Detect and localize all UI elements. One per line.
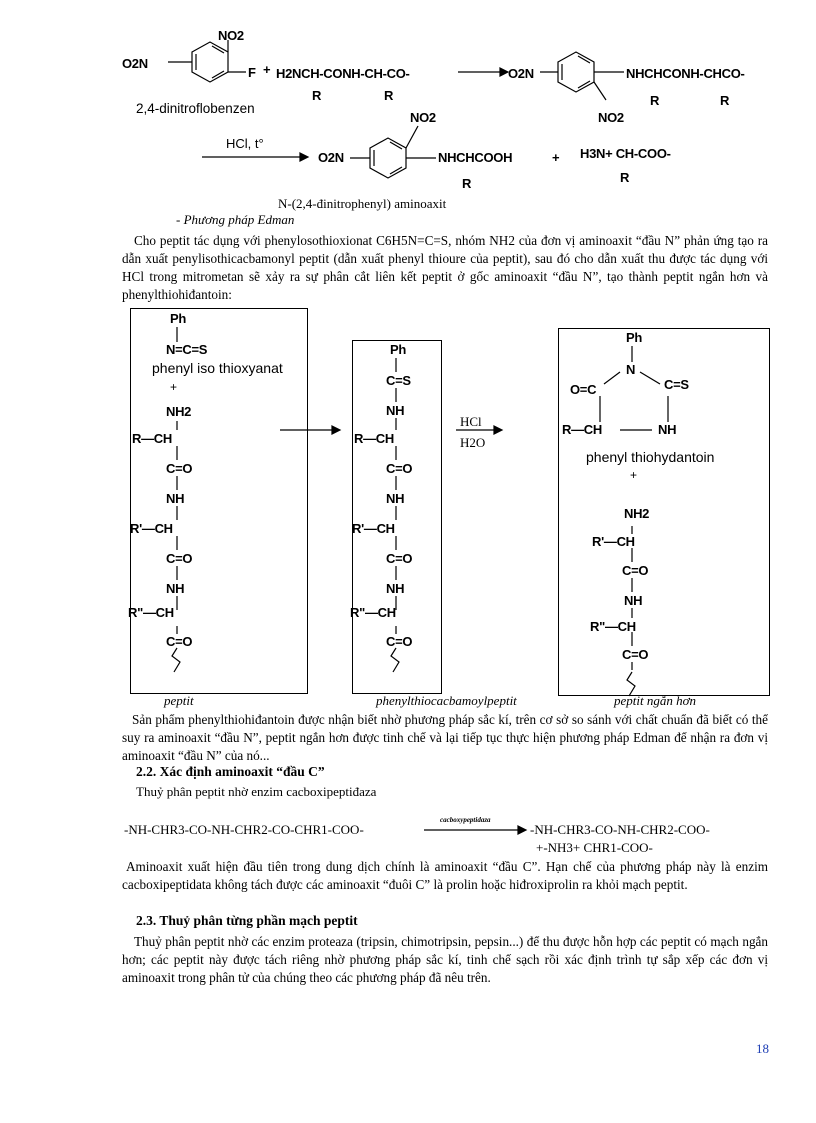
edman-result-paragraph: Sản phẩm phenylthiohiđantoin được nhận biết nhờ phương pháp sắc kí, trên cơ sở so sánh với chất chuẩn đã biết có thể suy ra aminoaxit “đầu N”, peptit ngắn hơn được tinh chế và lại tiếp tục thực hiện phương pháp Edman để nhận ra đơn vị aminoaxit “đầu N” của nó... [122,712,768,763]
box1-rch-3: R"—CH [128,605,174,620]
edman-heading: - Phương pháp Edman [176,212,295,227]
o2n-label-1: O2N [122,56,148,71]
box2-co-3: C=O [386,634,413,649]
section-2-2-paragraph: Aminoaxit xuất hiện đầu tiên trong dung dịch chính là aminoaxit “đầu C”. Hạn chế của phương pháp này là enzim cacboxipeptidata không tách được các aminoaxit “đuôi C” là prolin hoặc hiđroxiprolin ra khỏi mạch peptit. [122,859,768,892]
box1-ph: Ph [170,311,187,326]
box2-nh-2: NH [386,581,405,596]
box1-co-1: C=O [166,461,193,476]
r-label-4: R [720,93,730,108]
arrow-reagent-h2o: H2O [460,435,486,450]
box2-cs: C=S [386,373,411,388]
box1-reagent-name: phenyl iso thioxyanat [152,360,283,376]
box3-n: N [626,362,636,377]
caption-phenylthiocarbamoylpeptide: phenylthiocacbamoylpeptit [376,693,517,708]
box3-rch: R—CH [562,422,602,437]
r-label-2: R [384,88,394,103]
no2-label-3: NO2 [410,110,436,125]
caption-peptide: peptit [164,693,194,708]
box1-rch-2: R'—CH [130,521,173,536]
box1-nh2: NH2 [166,404,192,419]
box1-co-2: C=O [166,551,193,566]
box1-nh-2: NH [166,581,185,596]
equation-right-1: -NH-CHR3-CO-NH-CHR2-COO- [530,822,710,837]
reaction-condition: HCl, t° [226,136,264,151]
box2-ph: Ph [390,342,407,357]
reagent-name: 2,4-dinitroflobenzen [136,101,255,116]
box3-co-2: C=O [622,647,649,662]
box1-ncs: N=C=S [166,342,208,357]
section-2-3-paragraph: Thuỷ phân peptit nhờ các enzim proteaza (tripsin, chimotripsin, pepsin...) để thu được hỗn hợp các peptit có mạch ngắn hơn; các peptit này được tách riêng nhờ phương pháp sắc kí, tinh chế sạch rồi xác định trình tự sắp xếp các đơn vị aminoaxit trong phân tử của chúng theo các phương pháp đã nêu trên. [122,934,768,985]
box3-nh2: NH2 [624,506,650,521]
box2-rch-2: R'—CH [352,521,395,536]
box2-nh-1: NH [386,491,405,506]
box3-ph: Ph [626,330,643,345]
r-label-1: R [312,88,322,103]
box2-co-2: C=O [386,551,413,566]
fluoro-label: F [248,65,256,80]
no2-label-1: NO2 [218,28,244,43]
box1-plus: + [170,380,178,394]
product2-chain-formula: NHCHCOOH [438,150,513,165]
peptide-chain-formula: H2NCH-CONH-CH-CO- [276,66,410,81]
r-label-3: R [650,93,660,108]
enzyme-label: cacboxypeptidaza [440,816,491,824]
caption-shorter-peptide: peptit ngắn hơn [614,693,697,708]
equation-right-2: +-NH3+ CHR1-COO- [536,840,653,855]
no2-label-2: NO2 [598,110,624,125]
box1-co-3: C=O [166,634,193,649]
page-number: 18 [756,1041,769,1056]
box2-co-1: C=O [386,461,413,476]
box3-nh-1: NH [624,593,643,608]
section-2-2-intro: Thuỷ phân peptit nhờ enzim cacboxipeptiđaza [136,784,377,799]
box3-plus: + [630,468,638,482]
r-label-5: R [462,176,472,191]
box3-oc: O=C [570,382,597,397]
plus-sign-2: + [552,150,560,165]
benzene-ring-3 [370,138,406,178]
box3-product-name: phenyl thiohydantoin [586,449,715,465]
section-2-3-heading: 2.3. Thuỷ phân từng phần mạch peptit [136,913,358,928]
box3-nh: NH [658,422,677,437]
box3-rch-2: R'—CH [592,534,635,549]
box3-co-1: C=O [622,563,649,578]
box2-rch-1: R—CH [354,431,394,446]
benzene-ring-2 [558,52,594,92]
edman-intro-paragraph: Cho peptit tác dụng với phenylosothioxionat C6H5N=C=S, nhóm NH2 của đơn vị aminoaxit “đầu N” phản ứng tạo ra dẫn xuất penylisothicacbamonyl peptit (dẫn xuất phenyl thioure của peptit), sau đó cho dẫn xuất thu được tác dụng với HCl trong mitrometan sẽ xảy ra sự phân cắt liên kết peptit ở gốc aminoaxit “đầu N”, tạo thành peptit ngắn hơn và phenylthiohiđantoin: [122,233,768,302]
box2-rch-3: R"—CH [350,605,396,620]
r-label-6: R [620,170,630,185]
box1-nh-1: NH [166,491,185,506]
o2n-label-2: O2N [508,66,534,81]
section-2-2-heading: 2.2. Xác định aminoaxit “đầu C” [136,764,325,779]
amino-acid-ion: H3N+ CH-COO- [580,146,671,161]
box2-nh-0: NH [386,403,405,418]
box1-rch-1: R—CH [132,431,172,446]
product-name: N-(2,4-đinitrophenyl) aminoaxit [278,196,447,211]
equation-left: -NH-CHR3-CO-NH-CHR2-CO-CHR1-COO- [124,822,364,837]
arrow-reagent-hcl: HCl [460,414,482,429]
box3-cs: C=S [664,377,689,392]
product-chain-formula: NHCHCONH-CHCO- [626,66,745,81]
o2n-label-3: O2N [318,150,344,165]
box3-rch-3: R"—CH [590,619,636,634]
benzene-ring-1 [192,42,228,82]
plus-sign-1: + [263,62,271,77]
